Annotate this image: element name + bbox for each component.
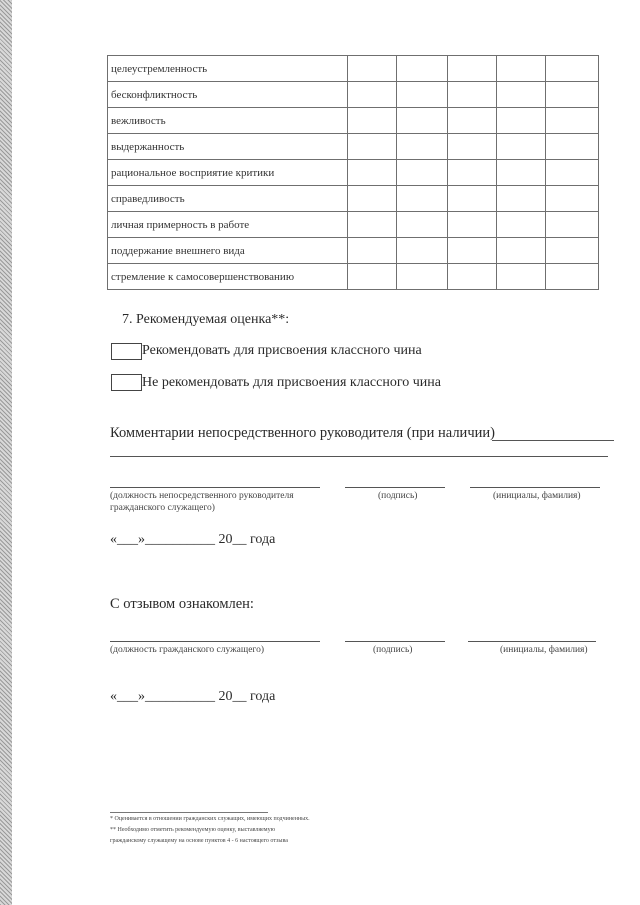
section-7-title: 7. Рекомендуемая оценка**: (122, 312, 290, 327)
criteria-row (108, 160, 599, 186)
score-cell[interactable] (546, 108, 599, 134)
score-cell[interactable] (546, 264, 599, 290)
position-line-2[interactable] (110, 641, 320, 642)
criteria-row (108, 56, 599, 82)
name-line-2[interactable] (468, 641, 596, 642)
score-cell[interactable] (546, 82, 599, 108)
score-cell[interactable] (497, 186, 546, 212)
score-cell[interactable] (397, 160, 448, 186)
criteria-row (108, 212, 599, 238)
position-caption-2: (должность гражданского служащего) (110, 645, 264, 655)
score-cell[interactable] (348, 56, 397, 82)
score-cell[interactable] (546, 160, 599, 186)
criteria-label: справедливость (108, 186, 348, 212)
criteria-label: рациональное восприятие критики (108, 160, 348, 186)
score-cell[interactable] (448, 108, 497, 134)
position-caption-1b: гражданского служащего) (110, 503, 215, 513)
criteria-row (108, 134, 599, 160)
score-cell[interactable] (448, 56, 497, 82)
criteria-row (108, 82, 599, 108)
score-cell[interactable] (348, 212, 397, 238)
score-cell[interactable] (497, 82, 546, 108)
score-cell[interactable] (448, 160, 497, 186)
checkbox-not-recommend[interactable] (111, 374, 142, 391)
score-cell[interactable] (497, 238, 546, 264)
score-cell[interactable] (397, 186, 448, 212)
score-cell[interactable] (546, 186, 599, 212)
score-cell[interactable] (497, 212, 546, 238)
score-cell[interactable] (497, 108, 546, 134)
criteria-label: поддержание внешнего вида (108, 238, 348, 264)
comments-line-1[interactable] (492, 440, 614, 441)
acquainted-label: С отзывом ознакомлен: (110, 596, 254, 612)
footnote-1: * Оценивается в отношении гражданских служащих, имеющих подчиненных. (110, 816, 310, 822)
criteria-row (108, 186, 599, 212)
criteria-label: стремление к самосовершенствованию (108, 264, 348, 290)
score-cell[interactable] (348, 82, 397, 108)
criteria-row (108, 108, 599, 134)
position-caption-1: (должность непосредственного руководителя (110, 491, 294, 501)
score-cell[interactable] (397, 82, 448, 108)
score-cell[interactable] (348, 238, 397, 264)
score-cell[interactable] (448, 212, 497, 238)
name-caption-1: (инициалы, фамилия) (493, 491, 581, 501)
option-not-recommend-label: Не рекомендовать для присвоения классного чина (142, 375, 441, 390)
checkbox-recommend[interactable] (111, 343, 142, 360)
score-cell[interactable] (448, 134, 497, 160)
comments-label: Комментарии непосредственного руководителя (при наличии) (110, 425, 495, 441)
date-field-1[interactable]: «___»__________ 20__ года (110, 532, 276, 547)
criteria-row (108, 264, 599, 290)
score-cell[interactable] (448, 238, 497, 264)
score-cell[interactable] (497, 160, 546, 186)
criteria-table (107, 55, 599, 290)
footnote-2: ** Необходимо отметить рекомендуемую оценку, выставляемую (110, 827, 276, 833)
signature-caption-2: (подпись) (373, 645, 413, 655)
score-cell[interactable] (397, 134, 448, 160)
criteria-label: личная примерность в работе (108, 212, 348, 238)
score-cell[interactable] (348, 160, 397, 186)
score-cell[interactable] (348, 264, 397, 290)
score-cell[interactable] (448, 186, 497, 212)
signature-caption-1: (подпись) (378, 491, 418, 501)
score-cell[interactable] (397, 56, 448, 82)
comments-line-2[interactable] (110, 456, 608, 457)
signature-line-2[interactable] (345, 641, 445, 642)
criteria-label: выдержанность (108, 134, 348, 160)
option-recommend-label: Рекомендовать для присвоения классного чина (142, 343, 422, 358)
score-cell[interactable] (497, 134, 546, 160)
score-cell[interactable] (448, 82, 497, 108)
score-cell[interactable] (546, 212, 599, 238)
score-cell[interactable] (397, 212, 448, 238)
name-line-1[interactable] (470, 487, 600, 488)
footnote-divider (110, 812, 268, 813)
score-cell[interactable] (397, 108, 448, 134)
footnote-3: гражданскому служащему на основе пунктов 4 - 6 настоящего отзыва (110, 838, 288, 844)
score-cell[interactable] (348, 108, 397, 134)
score-cell[interactable] (397, 264, 448, 290)
scan-edge (0, 0, 12, 905)
criteria-table-body (108, 56, 599, 290)
date-field-2[interactable]: «___»__________ 20__ года (110, 689, 276, 704)
criteria-label: целеустремленность (108, 56, 348, 82)
position-line-1[interactable] (110, 487, 320, 488)
name-caption-2: (инициалы, фамилия) (500, 645, 588, 655)
score-cell[interactable] (397, 238, 448, 264)
score-cell[interactable] (546, 238, 599, 264)
signature-line-1[interactable] (345, 487, 445, 488)
score-cell[interactable] (348, 134, 397, 160)
criteria-label: бесконфликтность (108, 82, 348, 108)
score-cell[interactable] (497, 56, 546, 82)
score-cell[interactable] (497, 264, 546, 290)
score-cell[interactable] (448, 264, 497, 290)
score-cell[interactable] (348, 186, 397, 212)
score-cell[interactable] (546, 134, 599, 160)
criteria-row (108, 238, 599, 264)
criteria-label: вежливость (108, 108, 348, 134)
score-cell[interactable] (546, 56, 599, 82)
